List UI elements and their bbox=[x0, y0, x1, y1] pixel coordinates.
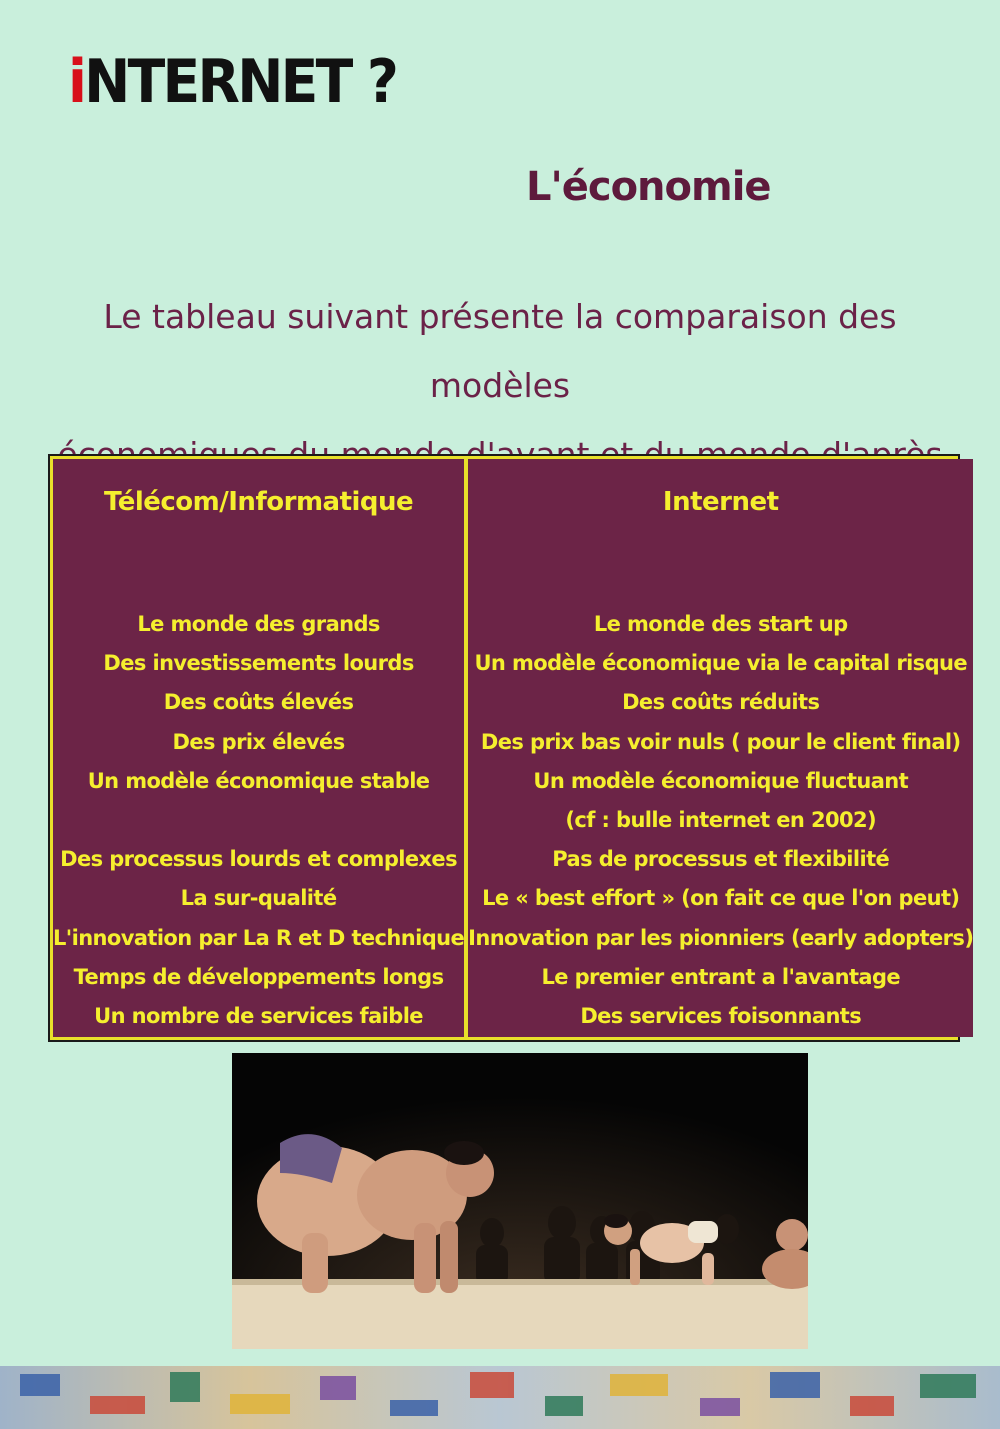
painting-pattern bbox=[0, 1366, 1000, 1429]
comparison-table bbox=[48, 454, 974, 1042]
list-item: Des investissements lourds bbox=[103, 651, 414, 676]
list-item bbox=[53, 801, 464, 840]
list-item: La sur-qualité bbox=[180, 886, 337, 911]
logo-text: NTERNET ? bbox=[84, 47, 397, 117]
list-item: Un modèle économique via le capital risque bbox=[474, 651, 967, 676]
column-heading-telecom: Télécom/Informatique bbox=[103, 487, 414, 517]
list-item: Le « best effort » (on fait ce que l'on peut) bbox=[482, 886, 960, 911]
list-item: Le monde des start up bbox=[593, 612, 848, 636]
list-item: Des coûts élevés bbox=[163, 690, 354, 715]
list-item: L'innovation par La R et D technique bbox=[53, 925, 465, 950]
list-item: Pas de processus et flexibilité bbox=[552, 847, 890, 872]
column-list-internet bbox=[468, 549, 973, 1036]
column-heading-internet: Internet bbox=[662, 487, 779, 517]
column-telecom bbox=[53, 459, 464, 1037]
list-item: Le premier entrant a l'avantage bbox=[541, 964, 901, 989]
intro-line-1: Le tableau suivant présente la comparaison des modèles bbox=[103, 297, 897, 405]
internet-logo bbox=[68, 47, 397, 117]
list-item: Le monde des grands bbox=[137, 612, 380, 636]
list-item: Temps de développements longs bbox=[73, 964, 444, 989]
list-item: Des coûts réduits bbox=[622, 690, 820, 715]
list-item: Un modèle économique fluctuant bbox=[533, 768, 909, 793]
page-subtitle: L'économie bbox=[526, 164, 771, 210]
logo-initial: i bbox=[68, 47, 85, 117]
list-item: Un nombre de services faible bbox=[94, 1003, 423, 1028]
list-item: Innovation par les pionniers (early adopters) bbox=[468, 925, 974, 950]
list-item: (cf : bulle internet en 2002) bbox=[565, 807, 877, 832]
column-list-telecom bbox=[53, 549, 464, 1036]
list-item: Des processus lourds et complexes bbox=[60, 847, 457, 872]
list-item: Des prix bas voir nuls ( pour le client final) bbox=[480, 729, 961, 754]
sumo-illustration bbox=[232, 1053, 808, 1349]
list-item: Des prix élevés bbox=[172, 729, 345, 754]
sumo-photo bbox=[232, 1053, 808, 1349]
list-item: Un modèle économique stable bbox=[87, 768, 430, 793]
column-internet bbox=[468, 459, 973, 1037]
list-item: Des services foisonnants bbox=[580, 1003, 862, 1028]
decorative-painting-band bbox=[0, 1366, 1000, 1429]
